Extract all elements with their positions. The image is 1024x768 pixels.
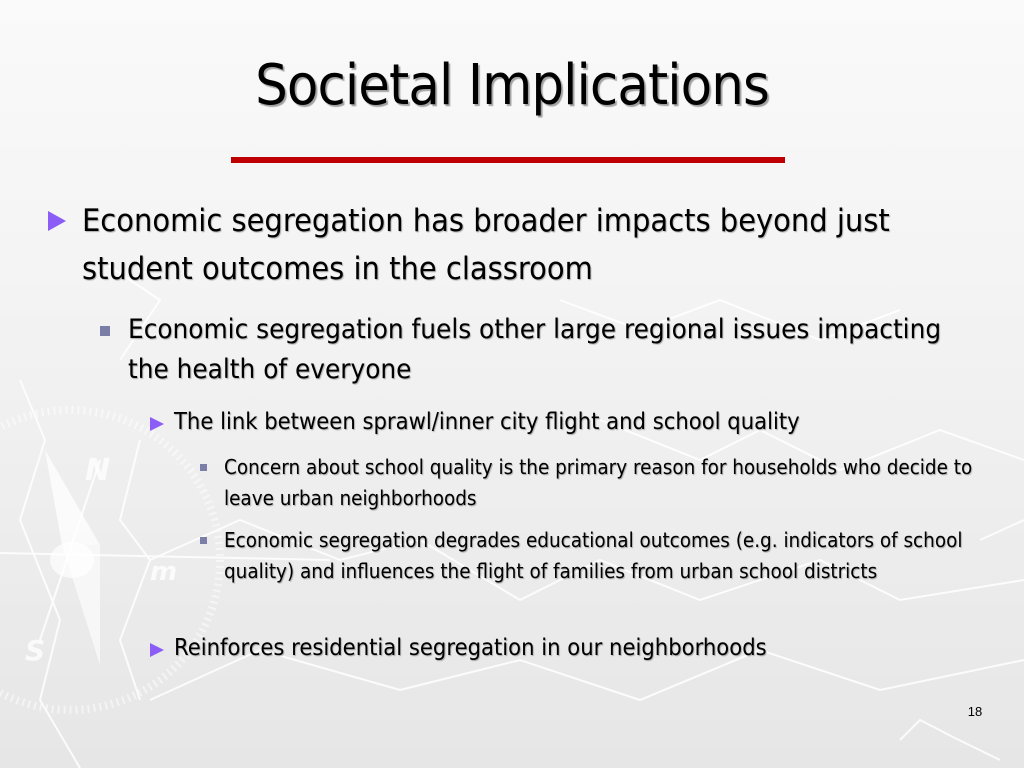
svg-text:S: S [25, 634, 46, 667]
triangle-bullet-icon [150, 417, 164, 431]
page-number: 18 [967, 704, 983, 719]
slide-title: Societal Implications [255, 53, 769, 118]
bullet-text: Economic segregation has broader impacts beyond just student outcomes in the classroom [82, 203, 890, 287]
bullet-text: The link between sprawl/inner city flight and school quality [174, 409, 800, 435]
bullet-text: Concern about school quality is the primary reason for households who decide to leave urban neighborhoods [224, 455, 973, 510]
triangle-bullet-icon [48, 211, 66, 231]
bullet-text: Reinforces residential segregation in our neighborhoods [174, 635, 767, 661]
square-bullet-icon [200, 537, 207, 544]
bullet-text: Economic segregation degrades educational outcomes (e.g. indicators of school quality) and influences the flight of families from urban school districts [224, 528, 963, 583]
title-underline [231, 157, 785, 163]
svg-text:m: m [150, 557, 178, 587]
square-bullet-icon [100, 326, 110, 336]
triangle-bullet-icon [150, 643, 164, 657]
square-bullet-icon [200, 464, 207, 471]
svg-text:N: N [85, 453, 111, 488]
bullet-text: Economic segregation fuels other large regional issues impacting the health of everyone [128, 314, 942, 385]
